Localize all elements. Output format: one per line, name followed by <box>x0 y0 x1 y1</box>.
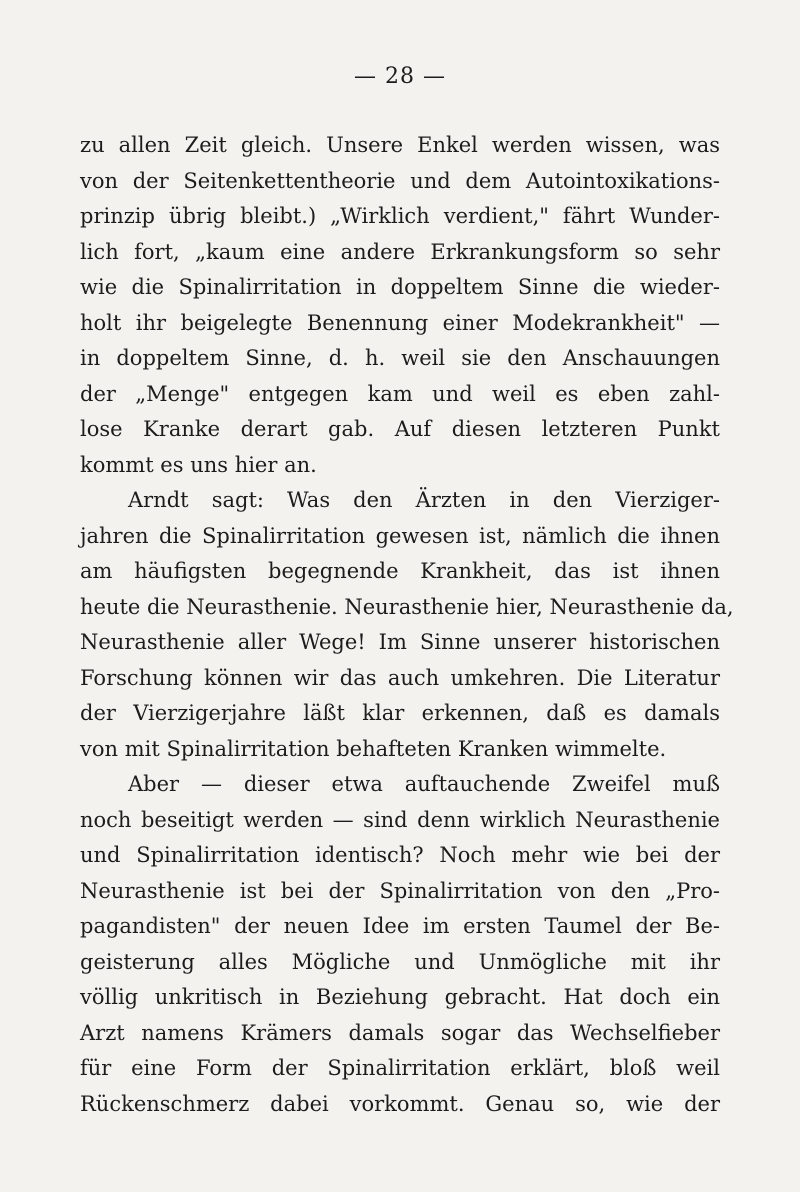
text-line: holt ihr beigelegte Benennung einer Modekrankheit" — <box>80 310 720 335</box>
text-line: lose Kranke derart gab. Auf diesen letzteren Punkt <box>80 417 720 441</box>
text-line: lich fort, „kaum eine andere Erkrankungsform so sehr <box>80 239 720 264</box>
text-line: von der Seitenkettentheorie und dem Autointoxikations- <box>80 168 720 193</box>
text-line: Forschung können wir das auch umkehren. Die Literatur <box>80 665 720 690</box>
text-line: für eine Form der Spinalirritation erklärt, bloß weil <box>80 1056 720 1080</box>
text-line: geisterung alles Mögliche und Unmögliche mit ihr <box>80 949 720 974</box>
text-line: kommt es uns hier an. <box>80 452 317 477</box>
text-line: und Spinalirritation identisch? Noch mehr wie bei der <box>80 843 720 867</box>
text-line: wie die Spinalirritation in doppeltem Sinne die wieder- <box>80 275 720 299</box>
text-line: noch beseitigt werden — sind denn wirklich Neurasthenie <box>80 807 720 832</box>
text-line: pagandisten" der neuen Idee im ersten Taumel der Be- <box>80 914 720 938</box>
text-line: heute die Neurasthenie. Neurasthenie hier, Neurasthenie da, <box>80 594 734 619</box>
text-line: der Vierzigerjahre läßt klar erkennen, daß es damals <box>80 701 720 725</box>
text-line: in doppeltem Sinne, d. h. weil sie den Anschauungen <box>80 346 720 370</box>
text-line: zu allen Zeit gleich. Unsere Enkel werden wissen, was <box>80 133 720 157</box>
page-number: — 28 — <box>354 64 446 89</box>
text-line: Arndt sagt: Was den Ärzten in den Vierziger- <box>128 488 720 512</box>
text-line: am häufigsten begegnende Krankheit, das ist ihnen <box>80 559 720 583</box>
text-line: Neurasthenie aller Wege! Im Sinne unserer historischen <box>80 630 720 654</box>
text-line: Arzt namens Krämers damals sogar das Wechselfieber <box>80 1020 720 1045</box>
text-line: von mit Spinalirritation behafteten Kranken wimmelte. <box>80 736 667 761</box>
body-text <box>80 128 734 1122</box>
text-line: Rückenschmerz dabei vorkommt. Genau so, wie der <box>80 1091 720 1116</box>
text-line: der „Menge" entgegen kam und weil es eben zahl- <box>80 381 720 406</box>
text-line: Aber — dieser etwa auftauchende Zweifel muß <box>128 772 720 796</box>
text-line: völlig unkritisch in Beziehung gebracht. Hat doch ein <box>80 985 720 1009</box>
text-line: prinzip übrig bleibt.) „Wirklich verdient," fährt Wunder- <box>80 204 720 228</box>
text-line: Neurasthenie ist bei der Spinalirritation von den „Pro- <box>80 878 720 903</box>
text-line: jahren die Spinalirritation gewesen ist, nämlich die ihnen <box>80 523 720 548</box>
